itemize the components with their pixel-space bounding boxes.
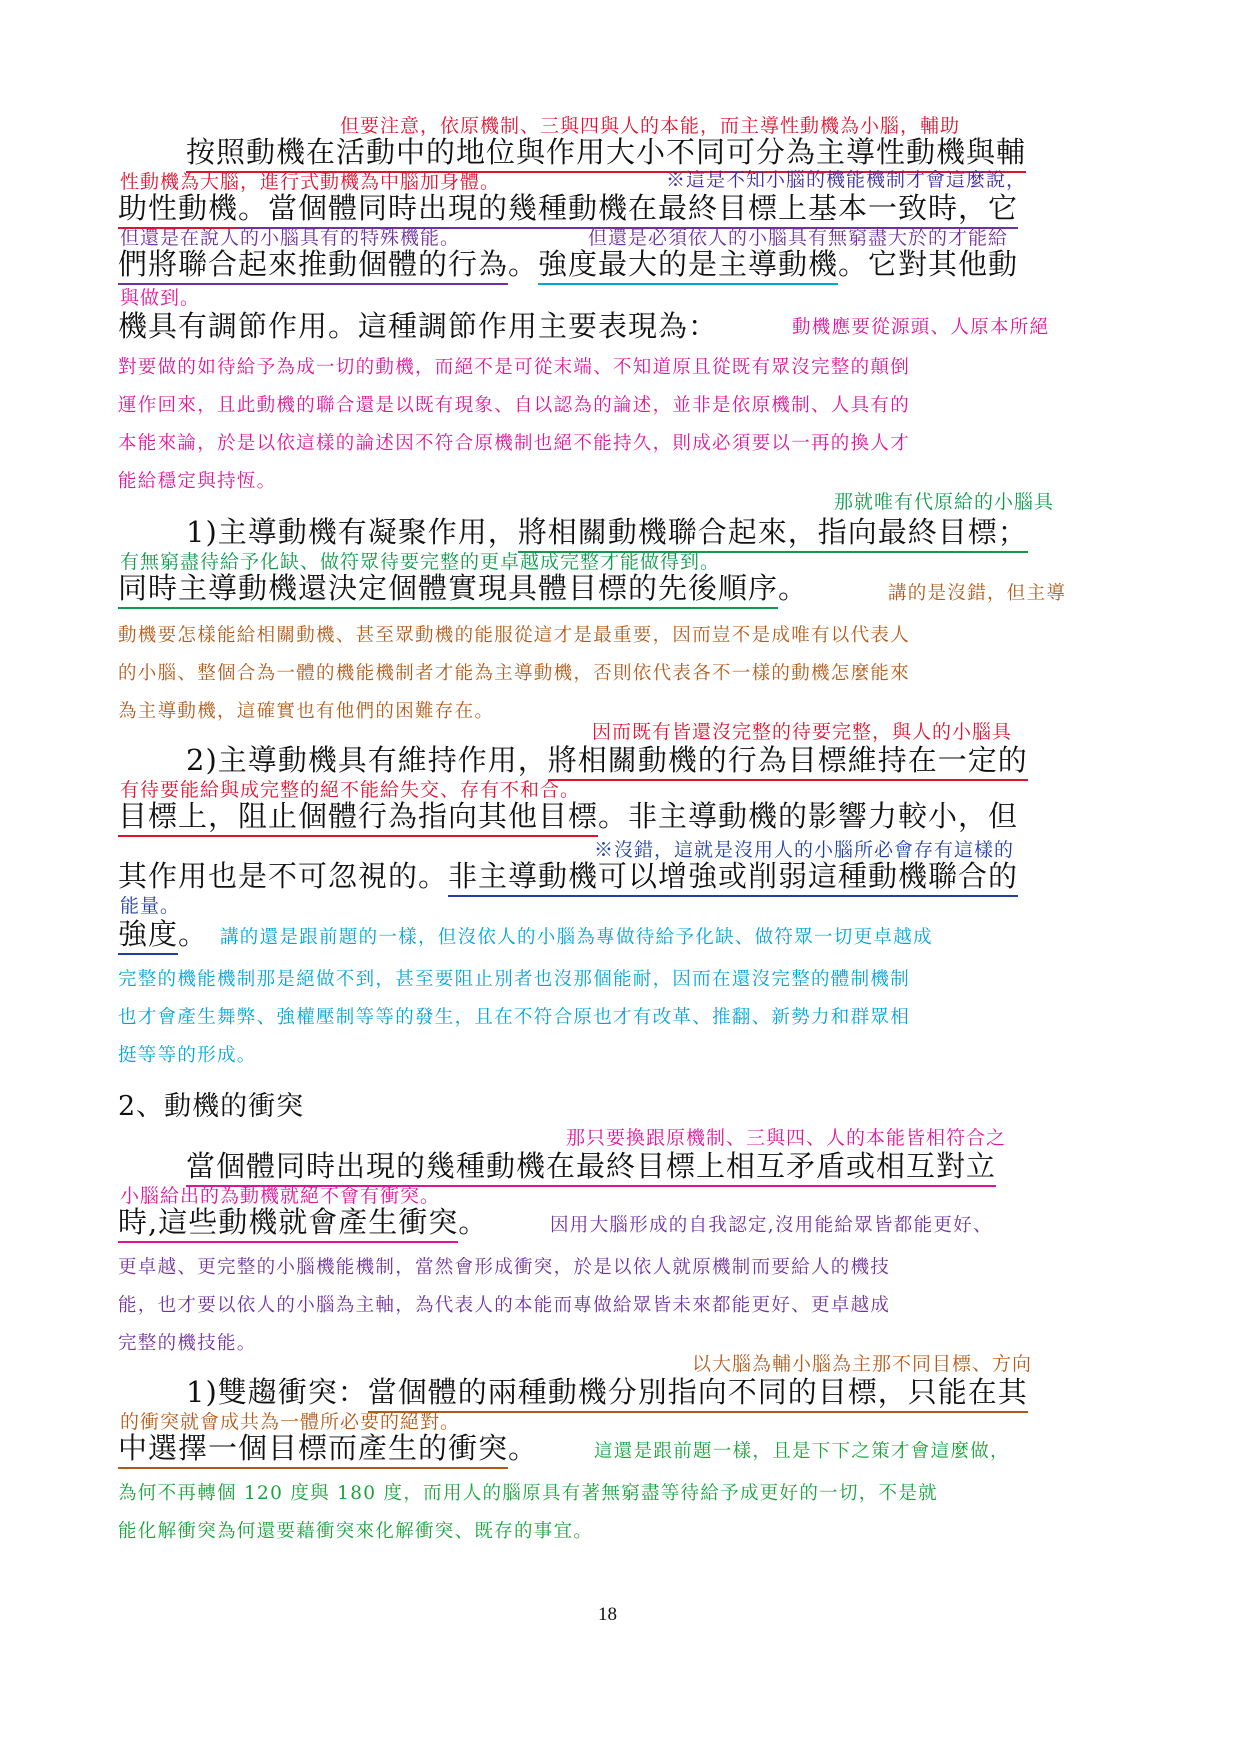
annotation: 與做到。 — [120, 287, 201, 309]
underlined-text: 將相關動機的行為目標維持在一定的 — [548, 743, 1028, 781]
body-line — [118, 572, 808, 604]
underlined-text: 強度 — [118, 917, 178, 955]
annotation: 為何不再轉個 120 度與 180 度，而用人的腦原具有著無窮盡等待給予成更好的一切，不是就 — [118, 1483, 938, 1504]
annotation: 講的還是跟前題的一樣，但沒依人的小腦為專做待給予化缺、做符眾一切更卓越成 — [220, 927, 933, 948]
annotation: 但還是在說人的小腦具有的特殊機能。 — [120, 227, 461, 249]
body-text: 。 — [508, 247, 539, 281]
annotation: ※沒錯，這就是沒用人的小腦所必會存有這樣的 — [594, 839, 1015, 861]
body-line — [186, 744, 1028, 776]
body-line — [186, 1376, 1028, 1408]
underlined-text: 非主導動機可以增強或削弱這種動機聯合的 — [448, 859, 1018, 897]
annotation: 這還是跟前題一樣，且是下下之策才會這麼做， — [594, 1441, 1010, 1462]
body-text: 2)主導動機具有維持作用， — [186, 743, 548, 777]
body-text: 。 — [778, 571, 809, 605]
annotation: 有無窮盡待給予化缺、做符眾待要完整的更卓越成完整才能做得到。 — [120, 551, 721, 573]
body-text: 1)主導動機有凝聚作用， — [186, 515, 518, 549]
annotation: 動機應要從源頭、人原本所絕 — [792, 317, 1050, 338]
underlined-text: 目標上，阻止個體行為指向其他目標 — [118, 799, 598, 837]
page-number: 18 — [598, 1604, 617, 1625]
annotation: 那就唯有代原給的小腦具 — [834, 491, 1055, 513]
body-line — [186, 1150, 996, 1182]
body-line — [118, 800, 1018, 832]
body-text: 其作用也是不可忽視的。 — [118, 859, 449, 893]
annotation: 能化解衝突為何還要藉衝突來化解衝突、既存的事宜。 — [118, 1521, 594, 1542]
underlined-text: 們將聯合起來推動個體的行為 — [118, 247, 508, 285]
underlined-text: 助性動機 — [118, 191, 238, 229]
body-text: 1)雙趨衝突： — [186, 1375, 368, 1409]
body-line: 機具有調節作用。這種調節作用主要表現為： — [118, 309, 719, 343]
underlined-text: 同時主導動機還決定個體實現具體目標的先後順序 — [118, 571, 778, 609]
annotation: 以大腦為輔小腦為主那不同目標、方向 — [692, 1353, 1033, 1375]
underlined-text: 。當個體同時出現的幾種動機在最終目標上基本一致時，它 — [238, 191, 1018, 229]
body-line — [186, 136, 1026, 168]
underlined-text: 按照動機在活動中的地位與作用大小不同可分為主導性動機與輔 — [186, 135, 1026, 173]
body-line — [118, 1206, 488, 1238]
annotation: 但還是必須依人的小腦具有無窮盡大於的才能給 — [588, 227, 1009, 249]
annotation: 完整的機能機制那是絕做不到，甚至要阻止別者也沒那個能耐，因而在還沒完整的體制機制 — [118, 969, 911, 990]
annotation: 更卓越、更完整的小腦機能機制，當然會形成衝突，於是以依人就原機制而要給人的機技 — [118, 1257, 891, 1278]
annotation: 的衝突就會成共為一體所必要的絕對。 — [120, 1411, 461, 1433]
annotation: 因用大腦形成的自我認定,沒用能給眾皆都能更好、 — [550, 1215, 993, 1236]
body-line — [118, 192, 1018, 224]
annotation: 講的是沒錯，但主導 — [888, 583, 1067, 604]
annotation: 能，也才要以依人的小腦為主軸，為代表人的本能而專做給眾皆未來都能更好、更卓越成 — [118, 1295, 891, 1316]
annotation: 能量。 — [120, 895, 181, 917]
annotation: 本能來論，於是以依這樣的論述因不符合原機制也絕不能持久，則成必須要以一再的換人才 — [118, 433, 911, 454]
annotation: 因而既有皆還沒完整的待要完整，與人的小腦具 — [592, 721, 1013, 743]
annotation: ※這是不知小腦的機能機制才會這麼說， — [666, 169, 1027, 191]
annotation: 也才會產生舞弊、強權壓制等等的發生，且在不符合原也才有改革、推翻、新勢力和群眾相 — [118, 1007, 911, 1028]
body-line — [118, 248, 1018, 280]
body-line — [118, 918, 208, 950]
body-text: 。它對其他動 — [838, 247, 1019, 281]
underlined-text: 當個體同時出現的幾種動機在最終目標上相互矛盾或相互對立 — [186, 1149, 996, 1187]
annotation: 對要做的如待給予為成一切的動機，而絕不是可從末端、不知道原且從既有眾沒完整的顛倒 — [118, 357, 911, 378]
annotation: 運作回來，且此動機的聯合還是以既有現象、自以認為的論述，並非是依原機制、人具有的 — [118, 395, 911, 416]
annotation: 為主導動機，這確實也有他們的困難存在。 — [118, 701, 495, 722]
body-text: 。 — [178, 917, 209, 951]
annotation: 動機要怎樣能給相關動機、甚至眾動機的能服從這才是最重要，因而豈不是成唯有以代表人 — [118, 625, 911, 646]
body-text: 。 — [458, 1205, 489, 1239]
annotation: 完整的機技能。 — [118, 1333, 257, 1354]
annotation: 的小腦、整個合為一體的機能機制者才能為主導動機，否則依代表各不一樣的動機怎麼能來 — [118, 663, 911, 684]
body-line — [186, 516, 1028, 548]
underlined-text: 時,這些動機就會產生衝突 — [118, 1205, 458, 1243]
underlined-text: 將相關動機聯合起來，指向最終目標； — [518, 515, 1028, 553]
underlined-text: 強度最大的是主導動機 — [538, 247, 838, 285]
annotation: 小腦給出的為動機就絕不會有衝突。 — [120, 1185, 441, 1207]
annotation: 有待要能給與成完整的絕不能給失交、存有不和合。 — [120, 779, 581, 801]
underlined-text: 中選擇一個目標而產生的衝突 — [118, 1431, 508, 1469]
body-text: 。非主導動機的影響力較小，但 — [598, 799, 1019, 833]
section-heading: 2、動機的衝突 — [118, 1091, 305, 1122]
body-line — [118, 860, 1018, 892]
annotation: 那只要換跟原機制、三與四、人的本能皆相符合之 — [566, 1127, 1007, 1149]
annotation: 但要注意，依原機制、三與四與人的本能，而主導性動機為小腦，輔助 — [340, 115, 961, 137]
annotation: 性動機為大腦，進行式動機為中腦加身體。 — [120, 171, 501, 193]
body-text: 。 — [508, 1431, 539, 1465]
annotation: 挺等等的形成。 — [118, 1045, 257, 1066]
underlined-text: 當個體的兩種動機分別指向不同的目標，只能在其 — [368, 1375, 1028, 1413]
body-line — [118, 1432, 538, 1464]
annotation: 能給穩定與持恆。 — [118, 471, 277, 492]
